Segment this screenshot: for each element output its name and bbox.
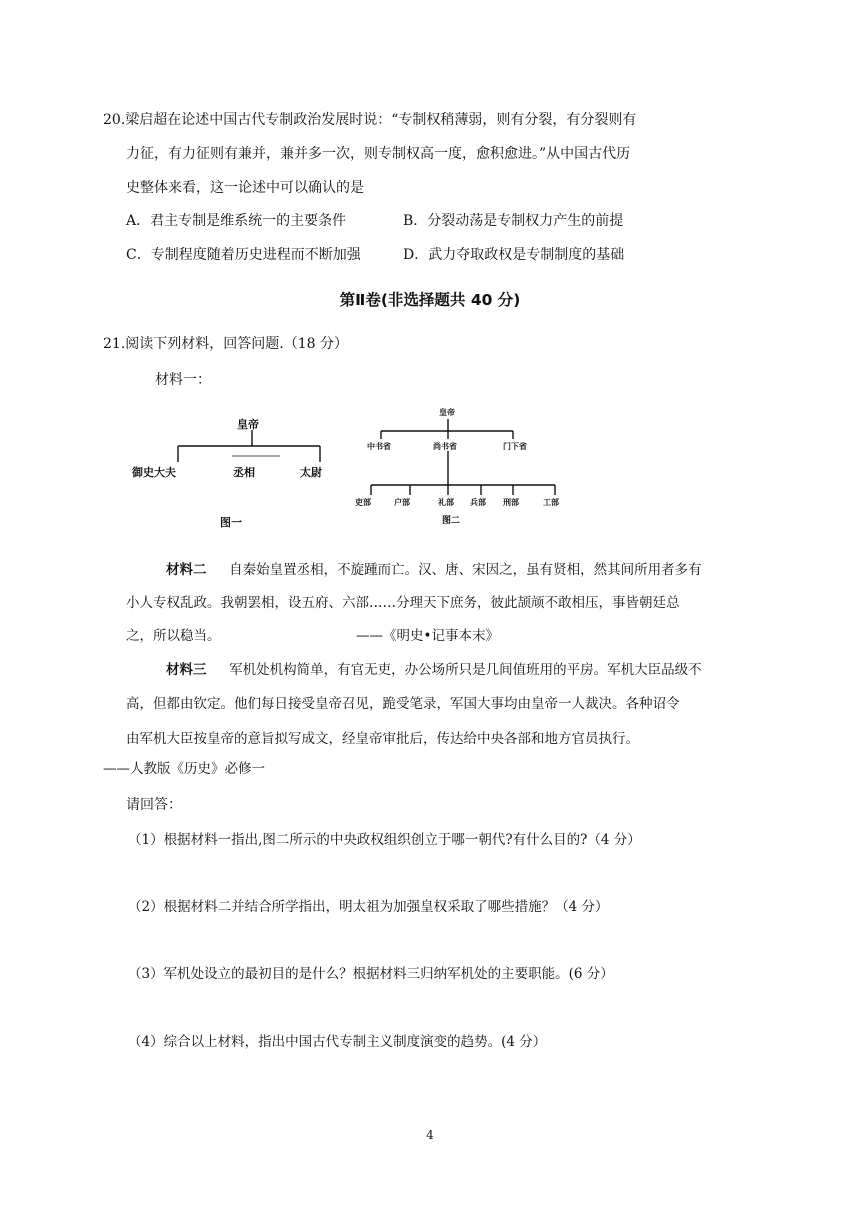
fig2-emperor: 皇帝 <box>439 407 455 417</box>
fig2-caption: 图二 <box>442 516 461 526</box>
material2-line-3: 之，所以稳当。 <box>126 628 221 644</box>
fig1-commandant: 太尉 <box>300 466 322 479</box>
q20-option-d: D．武力夺取政权是专制制度的基础 <box>403 247 625 263</box>
q20-option-c: C．专制程度随着历史进程而不断加强 <box>126 247 361 263</box>
material3-source: ——人教版《历史》必修一 <box>103 761 265 777</box>
material2-line-1 <box>166 560 702 580</box>
material3-text-1: 军机处机构简单，有官无吏，办公场所只是几间值班用的平房。军机大臣品级不 <box>229 662 702 678</box>
fig1-emperor: 皇帝 <box>237 418 259 431</box>
fig1-caption: 图一 <box>220 516 242 529</box>
sub-question-3: （3）军机处设立的最初目的是什么？根据材料三归纳军机处的主要职能。(6 分） <box>128 966 614 982</box>
fig2-ministry-rites: 礼部 <box>438 497 454 507</box>
fig1-chancellor: 丞相 <box>233 466 255 479</box>
figure-1-diagram <box>130 410 340 540</box>
material3-line-2: 高，但都由钦定。他们每日接受皇帝召见，跪受笔录，军国大事均由皇帝一人裁决。各种诏令 <box>126 696 680 712</box>
sub-question-2: （2）根据材料二并结合所学指出，明太祖为加强皇权采取了哪些措施？（4 分） <box>128 899 609 915</box>
fig2-ministry-personnel: 吏部 <box>355 497 371 507</box>
fig2-ministry-revenue: 户部 <box>394 497 410 507</box>
material2-label: 材料二 <box>166 562 207 578</box>
material2-line-2: 小人专权乱政。我朝罢相，设五府、六部……分理天下庶务，彼此颉颃不敢相压，事皆朝廷总 <box>126 595 680 611</box>
fig2-ministry-war: 兵部 <box>470 497 486 507</box>
please-answer: 请回答： <box>126 797 182 813</box>
page-number: 4 <box>426 1128 434 1142</box>
sub-question-4: （4）综合以上材料，指出中国古代专制主义制度演变的趋势。(4 分） <box>128 1034 547 1050</box>
figure-2-lines <box>355 405 570 530</box>
q20-stem-line-2: 力征，有力征则有兼并，兼并多一次，则专制权高一度，愈积愈进。”从中国古代历 <box>126 146 631 162</box>
q21-intro: 21.阅读下列材料，回答问题.（18 分） <box>103 336 348 352</box>
material3-label: 材料三 <box>166 662 207 678</box>
fig2-ministry-works: 工部 <box>543 497 559 507</box>
fig1-censor: 御史大夫 <box>132 466 176 479</box>
material2-source: ——《明史•记事本末》 <box>356 628 499 644</box>
section-title: 第Ⅱ卷(非选择题共 40 分) <box>339 291 521 309</box>
material3-line-1 <box>166 660 702 680</box>
q20-option-a: A．君主专制是维系统一的主要条件 <box>126 213 347 229</box>
material3-line-3: 由军机大臣按皇帝的意旨拟写成文，经皇帝审批后，传达给中央各部和地方官员执行。 <box>126 731 639 747</box>
material2-text-1: 自秦始皇置丞相，不旋踵而亡。汉、唐、宋因之，虽有贤相，然其间所用者多有 <box>229 562 702 578</box>
figure-2-diagram <box>355 405 570 530</box>
sub-question-1: （1）根据材料一指出,图二所示的中央政权组织创立于哪一朝代?有什么目的?（4 分） <box>128 832 641 848</box>
fig2-shangshu: 尚书省 <box>433 441 457 451</box>
q20-option-b: B．分裂动荡是专制权力产生的前提 <box>403 213 624 229</box>
fig2-zhongshu: 中书省 <box>367 441 391 451</box>
fig2-menxia: 门下省 <box>503 441 527 451</box>
fig2-ministry-justice: 刑部 <box>503 497 519 507</box>
q20-stem-line-1: 20.梁启超在论述中国古代专制政治发展时说：“专制权稍薄弱，则有分裂，有分裂则有 <box>103 112 637 128</box>
material1-label: 材料一： <box>155 372 211 388</box>
q20-stem-line-3: 史整体来看，这一论述中可以确认的是 <box>126 180 364 196</box>
